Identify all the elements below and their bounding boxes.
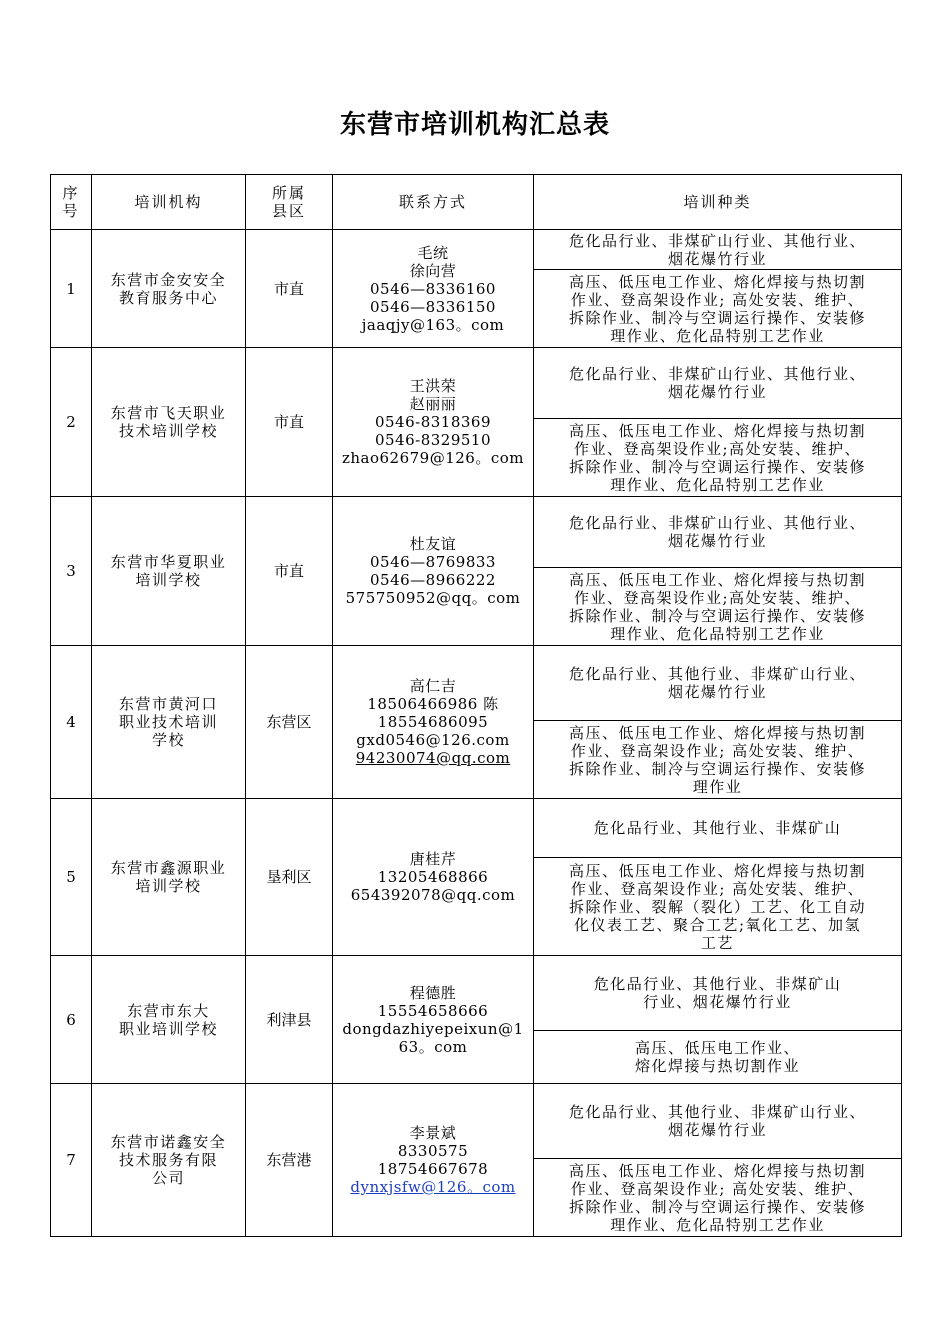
- contact-cell-line: 唐桂芹: [409, 850, 457, 868]
- contact-cell-line: 575750952@qq。com: [345, 589, 521, 607]
- category-line: 理作业、危化品特别工艺作业: [610, 475, 825, 494]
- category-line: 危化品行业、其他行业、非煤矿山: [593, 819, 842, 837]
- org-cell-line: 东营市金安安全: [110, 270, 227, 289]
- category-line: 高压、低压电工作业、熔化焊接与热切割: [568, 861, 866, 880]
- org-cell-line: 技术服务有限: [118, 1151, 218, 1169]
- org-cell-line: 东营市华夏职业: [110, 553, 227, 571]
- header-category: 培训种类: [534, 175, 902, 230]
- org-cell: [92, 956, 246, 1084]
- org-cell: [92, 497, 246, 646]
- contact-cell-line: 13205468866: [377, 868, 489, 886]
- contact-cell: [333, 497, 534, 646]
- category-line: 危化品行业、非煤矿山行业、其他行业、: [568, 231, 866, 250]
- category-line: 拆除作业、制冷与空调运行操作、安装修: [568, 308, 866, 327]
- category-line: 危化品行业、其他行业、非煤矿山行业、: [568, 665, 866, 683]
- org-cell-line: 东营市飞天职业: [110, 404, 227, 422]
- contact-cell-line: 8330575: [397, 1142, 469, 1160]
- page-title: 东营市培训机构汇总表: [339, 110, 610, 140]
- category-special-ops: [534, 858, 902, 956]
- category-line: 行业、烟花爆竹行业: [643, 993, 792, 1011]
- category-line: 拆除作业、制冷与空调运行操作、安装修: [568, 457, 866, 476]
- category-line: 高压、低压电工作业、熔化焊接与热切割: [568, 570, 866, 589]
- category-line: 熔化焊接与热切割作业: [634, 1057, 800, 1075]
- contact-cell-line: 0546—8966222: [370, 571, 496, 589]
- header-county: 所属 县区: [246, 175, 333, 230]
- county-cell: 垦利区: [246, 799, 333, 956]
- seq-cell: 4: [51, 646, 92, 799]
- table-row: [51, 1084, 902, 1159]
- contact-cell-line: 18754667678: [377, 1160, 489, 1178]
- category-line: 烟花爆竹行业: [667, 532, 767, 550]
- org-cell-line: 东营市东大: [127, 1001, 210, 1020]
- county-cell: 市直: [246, 348, 333, 497]
- category-special-ops: [534, 721, 902, 799]
- category-line: 烟花爆竹行业: [667, 249, 767, 268]
- table-row: [51, 956, 902, 1031]
- category-line: 作业、登高架设作业; 高处安装、维护、: [570, 290, 865, 309]
- category-line: 高压、低压电工作业、: [634, 1039, 800, 1057]
- category-line: 烟花爆竹行业: [667, 383, 767, 401]
- contact-cell-line: 杜友谊: [409, 535, 457, 553]
- header-contact: 联系方式: [333, 175, 534, 230]
- seq-cell: 3: [51, 497, 92, 646]
- category-line: 危化品行业、其他行业、非煤矿山: [593, 975, 842, 993]
- contact-cell-line: 0546-8329510: [374, 431, 492, 449]
- org-cell-line: 职业技术培训: [118, 713, 218, 731]
- contact-cell-line: 654392078@qq.com: [350, 886, 516, 904]
- contact-cell-line: 0546—8769833: [370, 553, 496, 571]
- header-row: [51, 175, 902, 230]
- contact-cell: [333, 646, 534, 799]
- category-special-ops: [534, 568, 902, 646]
- category-line: 作业、登高架设作业;高处安装、维护、: [573, 588, 862, 607]
- org-cell-line: 教育服务中心: [118, 288, 218, 307]
- category-line: 拆除作业、制冷与空调运行操作、安装修: [568, 606, 866, 625]
- category-hazardous: [534, 956, 902, 1031]
- category-hazardous: [534, 497, 902, 568]
- seq-cell: 1: [51, 230, 92, 348]
- contact-cell-line: 程德胜: [409, 983, 457, 1002]
- category-line: 理作业、危化品特别工艺作业: [610, 624, 825, 643]
- category-line: 高压、低压电工作业、熔化焊接与热切割: [568, 421, 866, 440]
- org-cell-line: 培训学校: [135, 877, 202, 895]
- email-link[interactable]: dynxjsfw@126。com: [350, 1178, 516, 1196]
- contact-cell-line: 王洪荣: [409, 377, 457, 395]
- table-row: [51, 799, 902, 858]
- org-cell-line: 职业培训学校: [118, 1019, 218, 1038]
- org-cell-line: 学校: [151, 731, 185, 749]
- contact-cell-line: gxd0546@126.com: [356, 731, 510, 749]
- seq-cell: 5: [51, 799, 92, 956]
- category-special-ops: [534, 1159, 902, 1237]
- category-hazardous: [534, 348, 902, 419]
- contact-cell: [333, 1084, 534, 1237]
- contact-cell-line: 15554658666: [377, 1001, 489, 1020]
- category-line: 作业、登高架设作业; 高处安装、维护、: [570, 879, 865, 898]
- county-cell: 东营港: [246, 1084, 333, 1237]
- category-line: 烟花爆竹行业: [667, 683, 767, 701]
- category-hazardous: [534, 646, 902, 721]
- contact-cell-line: 徐向营: [409, 261, 457, 280]
- org-cell-line: 东营市黄河口: [118, 695, 218, 713]
- org-cell-line: 东营市诺鑫安全: [110, 1133, 227, 1151]
- org-cell: [92, 799, 246, 956]
- contact-cell-line: 0546—8336160: [370, 279, 496, 298]
- category-line: 危化品行业、非煤矿山行业、其他行业、: [568, 514, 866, 532]
- county-cell: 利津县: [246, 956, 333, 1084]
- contact-cell: [333, 230, 534, 348]
- org-cell: [92, 646, 246, 799]
- category-hazardous: [534, 799, 902, 858]
- category-special-ops: [534, 270, 902, 348]
- header-org: 培训机构: [92, 175, 246, 230]
- table-row: [51, 646, 902, 721]
- contact-cell-line: 0546—8336150: [370, 297, 496, 316]
- contact-cell: [333, 348, 534, 497]
- seq-cell: 6: [51, 956, 92, 1084]
- county-cell: 市直: [246, 497, 333, 646]
- contact-cell-line: jaaqjy@163。com: [361, 315, 505, 334]
- category-line: 理作业、危化品特别工艺作业: [610, 1215, 825, 1234]
- category-line: 拆除作业、裂解（裂化）工艺、化工自动: [568, 897, 866, 916]
- contact-cell-line: 高仁吉: [409, 677, 457, 695]
- contact-cell-line: 18554686095: [377, 713, 489, 731]
- contact-cell-line: 李景斌: [409, 1124, 457, 1142]
- contact-cell-line: 18506466986 陈: [367, 695, 499, 713]
- seq-cell: 7: [51, 1084, 92, 1237]
- category-line: 高压、低压电工作业、熔化焊接与热切割: [568, 272, 866, 291]
- org-cell: [92, 230, 246, 348]
- contact-cell: [333, 956, 534, 1084]
- seq-cell: 2: [51, 348, 92, 497]
- category-line: 拆除作业、制冷与空调运行操作、安装修: [568, 1197, 866, 1216]
- category-line: 烟花爆竹行业: [667, 1121, 767, 1139]
- category-special-ops: [534, 1031, 902, 1084]
- table-row: [51, 348, 902, 419]
- category-line: 危化品行业、其他行业、非煤矿山行业、: [568, 1103, 866, 1121]
- category-line: 化仪表工艺、聚合工艺;氧化工艺、加氢: [573, 915, 862, 934]
- category-line: 工艺: [700, 933, 734, 952]
- category-line: 理作业、危化品特别工艺作业: [610, 326, 825, 345]
- category-line: 危化品行业、非煤矿山行业、其他行业、: [568, 365, 866, 383]
- category-line: 作业、登高架设作业;高处安装、维护、: [573, 439, 862, 458]
- org-cell-line: 技术培训学校: [118, 422, 218, 440]
- org-cell: [92, 348, 246, 497]
- category-hazardous: [534, 230, 902, 270]
- table-row: [51, 230, 902, 270]
- table-row: [51, 497, 902, 568]
- header-seq: 序 号: [51, 175, 92, 230]
- training-institutions-table: [50, 174, 902, 1237]
- contact-cell-line: 94230074@qq.com: [355, 749, 511, 767]
- org-cell-line: 公司: [151, 1169, 185, 1187]
- category-line: 拆除作业、制冷与空调运行操作、安装修: [568, 759, 866, 778]
- category-line: 理作业: [692, 777, 743, 796]
- category-line: 高压、低压电工作业、熔化焊接与热切割: [568, 723, 866, 742]
- org-cell-line: 培训学校: [135, 571, 202, 589]
- contact-cell: [333, 799, 534, 956]
- contact-cell-line: 赵丽丽: [409, 395, 457, 413]
- category-special-ops: [534, 419, 902, 497]
- org-cell: [92, 1084, 246, 1237]
- county-cell: 市直: [246, 230, 333, 348]
- contact-cell-line: 毛统: [417, 243, 449, 262]
- category-hazardous: [534, 1084, 902, 1159]
- contact-cell-line: zhao62679@126。com: [341, 449, 525, 467]
- category-line: 作业、登高架设作业; 高处安装、维护、: [570, 1179, 865, 1198]
- org-cell-line: 东营市鑫源职业: [110, 859, 227, 877]
- contact-cell-line: dongdazhiyepeixun@1: [342, 1019, 524, 1038]
- contact-cell-line: 63。com: [398, 1037, 468, 1056]
- contact-cell-line: 0546-8318369: [374, 413, 492, 431]
- county-cell: 东营区: [246, 646, 333, 799]
- category-line: 高压、低压电工作业、熔化焊接与热切割: [568, 1161, 866, 1180]
- category-line: 作业、登高架设作业; 高处安装、维护、: [570, 741, 865, 760]
